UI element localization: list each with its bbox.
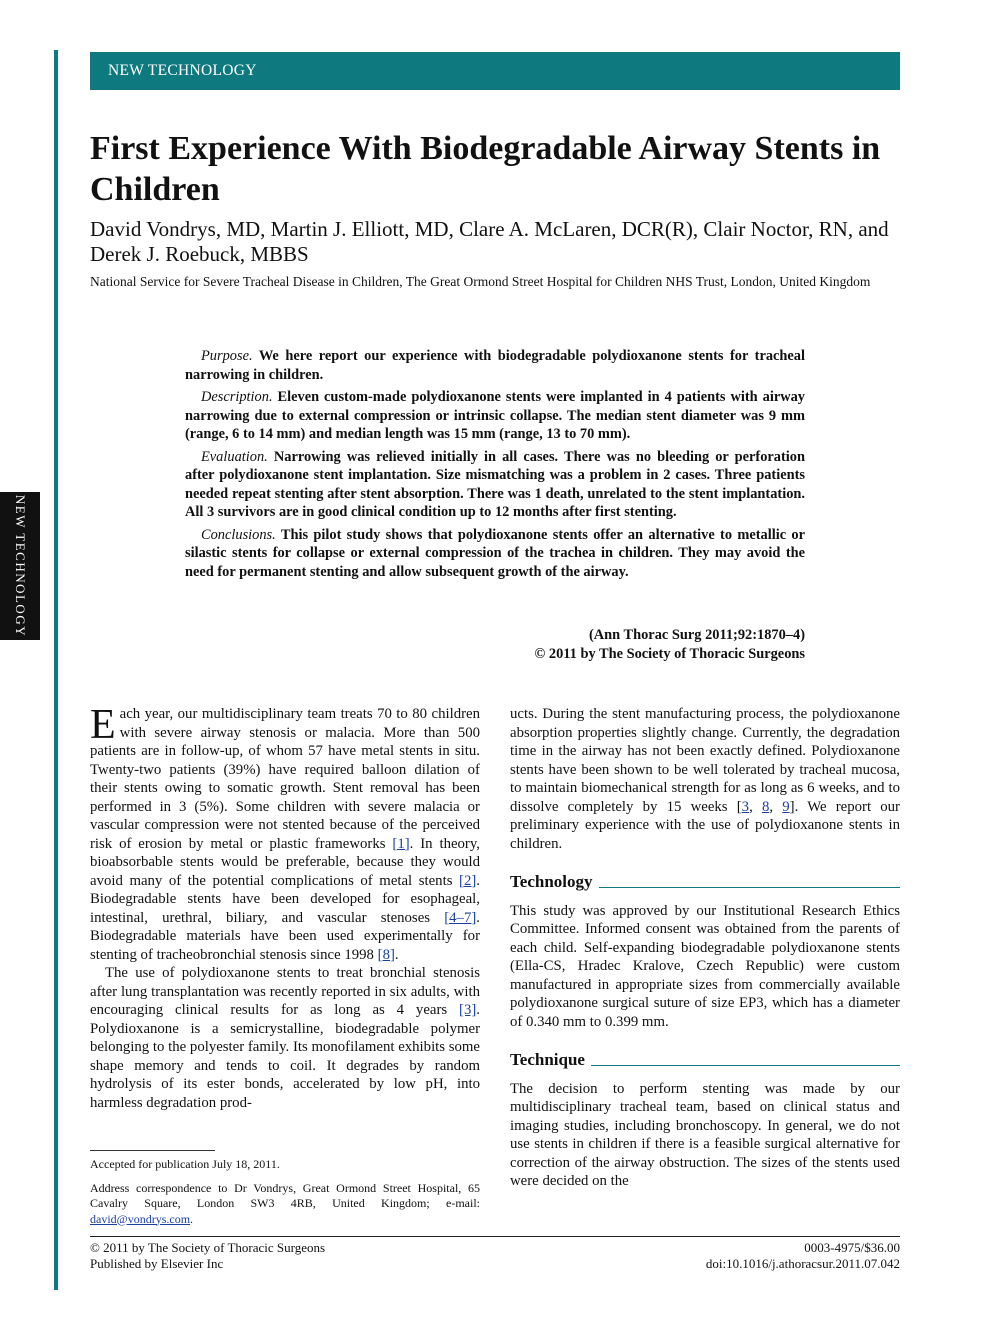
- technology-heading-text: Technology: [510, 872, 593, 891]
- footer-issn: 0003-4975/$36.00: [804, 1240, 900, 1255]
- author-list: David Vondrys, MD, Martin J. Elliott, MD, Clare A. McLaren, DCR(R), Clair Noctor, RN, and Derek J. Roebuck, MBBS: [90, 217, 889, 266]
- abstract-copyright: © 2011 by The Society of Thoracic Surgeons: [534, 645, 805, 662]
- abstract-purpose: [185, 347, 805, 384]
- footnote-rule: [90, 1150, 215, 1151]
- footer-left: [90, 1240, 325, 1271]
- side-section-tab: [0, 492, 40, 640]
- description-label: Description.: [201, 389, 273, 405]
- conclusions-label: Conclusions.: [201, 526, 276, 543]
- evaluation-label: Evaluation.: [201, 448, 268, 465]
- text-run: .: [190, 1211, 194, 1226]
- abstract-conclusions: [185, 526, 805, 582]
- text-run: ucts. During the stent manufacturing process, the polydioxanone absorption properties slightly change. Currently, the degradation time in the airway has not been exactly defined. Polydioxanone stents have been shown to be well tolerated by tracheal mucosa, to maintain biomechanical strength for as long as 6 weeks, and to dissolve completely by 15 weeks [: [510, 706, 900, 815]
- footer-doi: doi:10.1016/j.athoracsur.2011.07.042: [705, 1255, 900, 1271]
- reference-link[interactable]: 8: [761, 798, 770, 815]
- purpose-label: Purpose.: [201, 348, 253, 364]
- reference-link[interactable]: [3]: [459, 1002, 477, 1018]
- journal-ref: (Ann Thorac Surg 2011;92:1870–4): [588, 627, 805, 643]
- article-title: First Experience With Biodegradable Airway Stents in Children: [90, 130, 881, 208]
- drop-cap: E: [90, 702, 116, 748]
- body-column-right: [510, 705, 900, 1191]
- body-column-left: [90, 702, 480, 1112]
- text-run: ]. We report our preliminary experience with the use of polydioxanone stents in children.: [510, 798, 900, 852]
- heading-rule: [591, 1065, 900, 1066]
- reference-link[interactable]: 3: [741, 798, 750, 815]
- reference-link[interactable]: [8]: [377, 946, 395, 963]
- text-run: . Biodegradable materials have been used experimentally for stenting of tracheobronchial stenosis since 1998: [90, 909, 480, 963]
- intro-paragraph-1: [90, 702, 480, 964]
- reference-link[interactable]: [1]: [392, 835, 410, 852]
- purpose-text: We here report our experience with biodegradable polydioxanone stents for tracheal narrowing in children.: [185, 348, 805, 383]
- intro-paragraph-2: [90, 964, 480, 1112]
- footer-rule: [90, 1236, 900, 1237]
- footnotes: [90, 1157, 480, 1235]
- reference-link[interactable]: [2]: [459, 872, 477, 889]
- footer-right: [706, 1240, 900, 1271]
- correspondence: [90, 1181, 480, 1228]
- technology-heading: [510, 873, 900, 892]
- left-accent-rule: [54, 50, 58, 1290]
- abstract: [185, 347, 805, 585]
- text-run: ach year, our multidisciplinary team treats 70 to 80 children with severe airway stenosis or malacia. More than 500 patients are in follow-up, of whom 57 have metal stents in situ. Twenty-two patients (39%) have required balloon dilation of their stents owing to somatic growth. Stent removal has been performed in 3 (5%). Some children with severe malacia or vascular compression were not stented because of the perceived risk of erosion by metal or plastic frameworks: [90, 706, 480, 852]
- footer-publisher: Published by Elsevier Inc: [90, 1255, 224, 1271]
- text-run: . Polydioxanone is a semicrystalline, biodegradable polymer belonging to the polyester family. Its monofilament exhibits some shape memory and tends to coil. It degrades by random hydrolysis of its ester bonds, accelerated by low pH, into harmless degradation prod-: [90, 1002, 480, 1111]
- email-link[interactable]: david@vondrys.com: [90, 1211, 191, 1226]
- abstract-description: [185, 388, 805, 444]
- description-text: Eleven custom-made polydioxanone stents were implanted in 4 patients with airway narrowing due to external compression or intrinsic collapse. The median stent diameter was 9 mm (range, 6 to 14 mm) and median length was 15 mm (range, 13 to 70 mm).: [185, 389, 805, 442]
- heading-rule: [599, 887, 900, 888]
- text-run: Address correspondence to Dr Vondrys, Great Ormond Street Hospital, 65 Cavalry Square, London SW3 4RB, United Kingdom; e-mail:: [90, 1180, 480, 1210]
- text-run: . Biodegradable stents have been developed for esophageal, intestinal, urethral, biliary, and vascular stenoses: [90, 872, 480, 926]
- affiliation: National Service for Severe Tracheal Disease in Children, The Great Ormond Street Hospital for Children NHS Trust, London, United Kingdom: [90, 274, 871, 289]
- side-section-label: NEW TECHNOLOGY: [13, 494, 28, 638]
- text-run: The use of polydioxanone stents to treat bronchial stenosis after lung transplantation was recently reported in six adults, with encouraging clinical results for as long as 4 years: [90, 965, 480, 1018]
- technology-paragraph: This study was approved by our Institutional Research Ethics Committee. Informed consent was obtained from the parents of each child. Self-expanding biodegradable polydioxanone stents (Ella-CS, Hradec Kralove, Czech Republic) were custom manufactured in appropriate sizes from commercially available polydioxanone surgical suture of size EP3, which has a diameter of 0.340 mm to 0.399 mm.: [510, 902, 900, 1030]
- reference-link[interactable]: 9: [782, 798, 790, 815]
- conclusions-text: This pilot study shows that polydioxanone stents offer an alternative to metallic or silastic stents for collapse or external compression of the trachea in children. They may avoid the need for permanent stenting and allow subsequent growth of the airway.: [185, 526, 805, 580]
- text-run: ,: [749, 798, 762, 815]
- technique-paragraph: The decision to perform stenting was made by our multidisciplinary tracheal team, based on clinical status and imaging studies, including bronchoscopy. In general, we do not use stents in children if there is a feasible surgical alternative for correction of the airway obstruction. The sizes of the stents used were decided on the: [510, 1080, 900, 1189]
- text-run: ,: [769, 798, 783, 815]
- reference-link[interactable]: [4–7]: [444, 909, 477, 926]
- accepted-date: Accepted for publication July 18, 2011.: [90, 1157, 280, 1171]
- technique-heading-text: Technique: [510, 1050, 585, 1069]
- section-label: NEW TECHNOLOGY: [108, 62, 257, 79]
- footer-copyright: © 2011 by The Society of Thoracic Surgeons: [90, 1240, 326, 1255]
- intro-paragraph-continued: [510, 705, 900, 853]
- evaluation-text: Narrowing was relieved initially in all cases. There was no bleeding or perforation after polydioxanone stent implantation. Size mismatching was a problem in 2 cases. Three patients needed repeat stenting after stent absorption. There was 1 death, unrelated to the stent implantation. All 3 survivors are in good clinical condition up to 12 months after first stenting.: [185, 448, 805, 520]
- text-run: . In theory, bioabsorbable stents would be preferable, because they would avoid many of the potential complications of metal stents: [90, 835, 480, 889]
- abstract-evaluation: [185, 448, 805, 522]
- section-header-band: [90, 52, 900, 90]
- technique-heading: [510, 1051, 900, 1070]
- journal-citation: [400, 626, 805, 663]
- text-run: .: [394, 946, 399, 963]
